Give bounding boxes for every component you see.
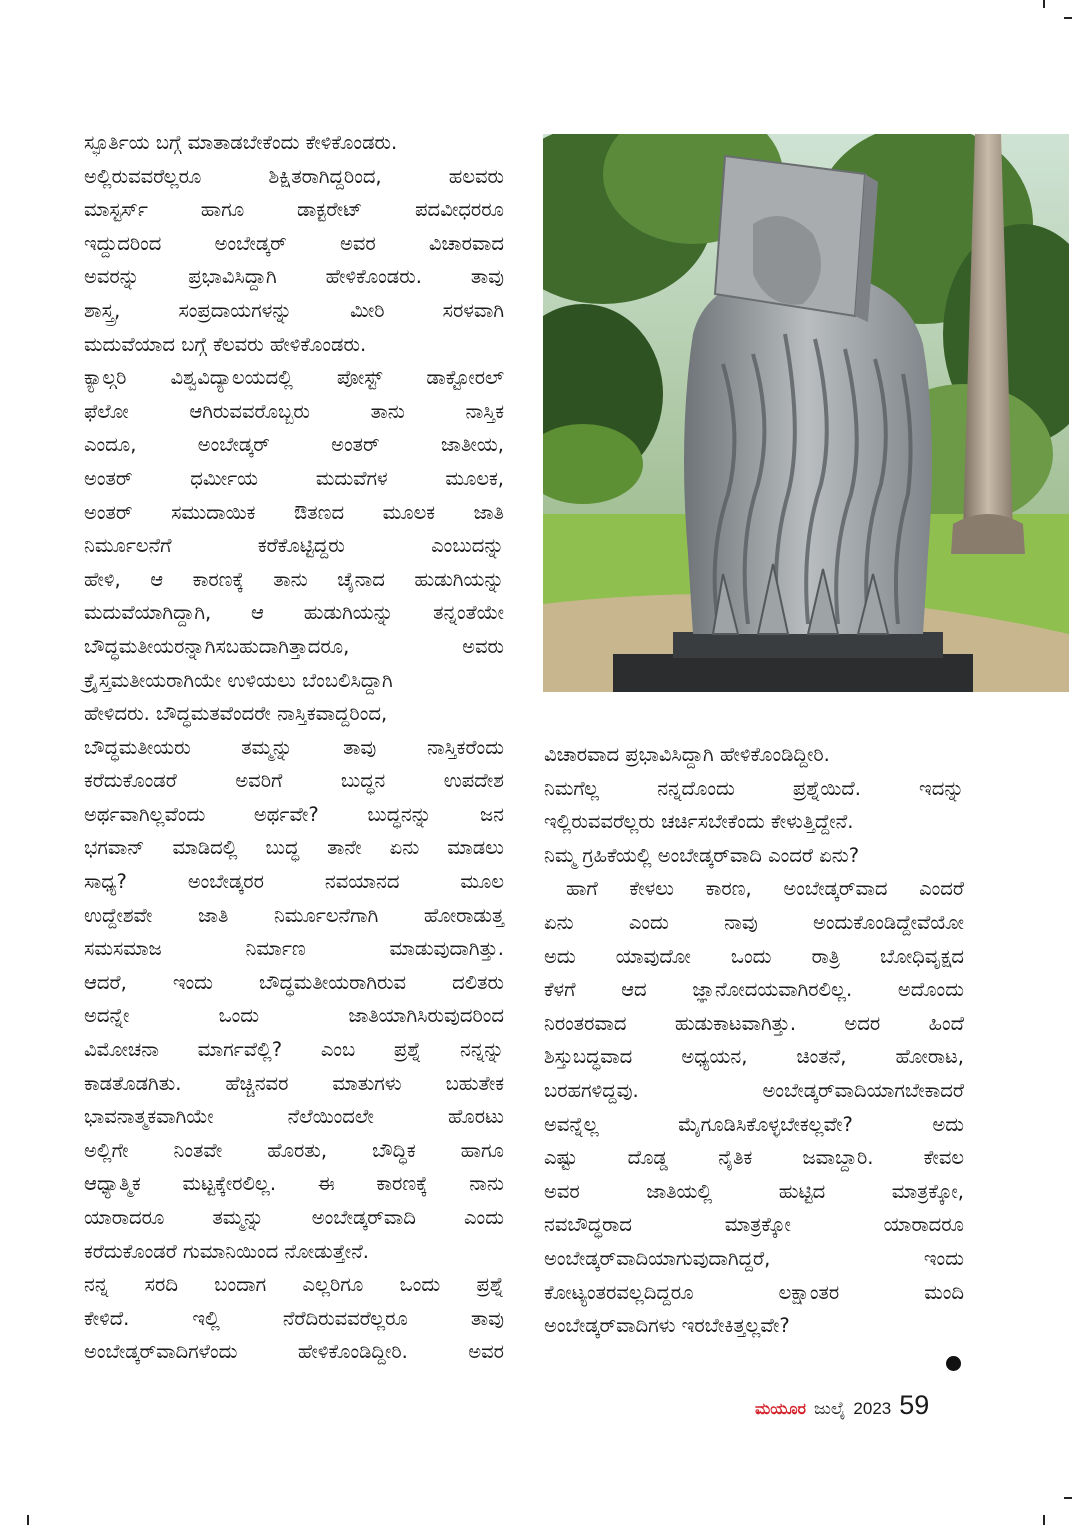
page-footer: [755, 1390, 929, 1430]
text-line: ಅಂತರ್ ಧರ್ಮೀಯ ಮದುವೆಗಳ ಮೂಲಕ,: [84, 466, 504, 490]
text-line: ನವಬೌದ್ಧರಾದ ಮಾತ್ರಕ್ಕೋ ಯಾರಾದರೂ: [544, 1213, 964, 1237]
crop-mark-bottom-right-h: [1064, 1497, 1072, 1499]
text-line: ಹಾಗೆ ಕೇಳಲು ಕಾರಣ, ಅಂಬೇಡ್ಕರ್‌ವಾದ ಎಂದರೆ: [566, 877, 964, 901]
text-line: ಬೌದ್ಧಮತೀಯರು ತಮ್ಮನ್ನು ತಾವು ನಾಸ್ತಿಕರೆಂದು: [84, 735, 504, 759]
text-line: ಭಗವಾನ್ ಮಾಡಿದಲ್ಲಿ ಬುದ್ಧ ತಾನೇ ಏನು ಮಾಡಲು: [84, 836, 504, 860]
text-line: ಅದು ಯಾವುದೋ ಒಂದು ರಾತ್ರಿ ಬೋಧಿವೃಕ್ಷದ: [544, 944, 964, 968]
right-text-column: [544, 738, 964, 1343]
crop-mark-top-right: [1043, 0, 1045, 8]
text-line: ನನ್ನ ಸರದಿ ಬಂದಾಗ ಎಲ್ಲರಿಗೂ ಒಂದು ಪ್ರಶ್ನೆ: [84, 1273, 504, 1297]
issue-month: ಜುಲೈ: [814, 1399, 846, 1419]
end-of-article-mark: [946, 1356, 961, 1371]
text-line: ಕ್ರೈಸ್ತಮತೀಯರಾಗಿಯೇ ಉಳಿಯಲು ಬೆಂಬಲಿಸಿದ್ದಾಗಿ: [84, 668, 393, 692]
issue-year: 2023: [853, 1399, 892, 1418]
crop-mark-bottom-right: [1043, 1515, 1045, 1525]
crop-mark-top-right-h: [1064, 17, 1072, 19]
text-line: ಕೋಟ್ಯಂತರವಲ್ಲದಿದ್ದರೂ ಲಕ್ಷಾಂತರ ಮಂದಿ: [544, 1280, 964, 1304]
text-line: ಮದುವೆಯಾದ ಬಗ್ಗೆ ಕೆಲವರು ಹೇಳಿಕೊಂಡರು.: [84, 332, 367, 356]
text-line: ಇಲ್ಲಿರುವವರೆಲ್ಲರು ಚರ್ಚಿಸಬೇಕೆಂದು ಕೇಳುತ್ತಿದ್ದೇನೆ.: [544, 810, 854, 834]
text-line: ಕರೆದುಕೊಂಡರೆ ಗುಮಾನಿಯಿಂದ ನೋಡುತ್ತೇನೆ.: [84, 1239, 369, 1263]
text-line: ಸಮಸಮಾಜ ನಿರ್ಮಾಣ ಮಾಡುವುದಾಗಿತ್ತು.: [84, 937, 504, 961]
text-line: ಕೆಳಗೆ ಆದ ಜ್ಞಾನೋದಯವಾಗಿರಲಿಲ್ಲ. ಅದೊಂದು: [544, 978, 964, 1002]
text-line: ಅರ್ಥವಾಗಿಲ್ಲವೆಂದು ಅರ್ಥವೇ? ಬುದ್ಧನನ್ನು ಜನ: [84, 802, 504, 826]
sculpture-photo: [543, 134, 1069, 692]
text-line: ಮಾಸ್ಟರ್ಸ್ ಹಾಗೂ ಡಾಕ್ಟರೇಟ್ ಪದವೀಧರರೂ: [84, 198, 504, 222]
text-line: ವಿಚಾರವಾದ ಪ್ರಭಾವಿಸಿದ್ದಾಗಿ ಹೇಳಿಕೊಂಡಿದ್ದೀರಿ.: [544, 743, 830, 766]
text-line: ಫೆಲೋ ಆಗಿರುವವರೊಬ್ಬರು ತಾನು ನಾಸ್ತಿಕ: [84, 399, 504, 423]
text-line: ಕಾಡತೊಡಗಿತು. ಹೆಚ್ಚಿನವರ ಮಾತುಗಳು ಬಹುತೇಕ: [84, 1071, 504, 1095]
text-line: ಶಾಸ್ತ್ರ, ಸಂಪ್ರದಾಯಗಳನ್ನು ಮೀರಿ ಸರಳವಾಗಿ: [84, 298, 504, 322]
text-line: ನಿರ್ಮೂಲನೆಗೆ ಕರೆಕೊಟ್ಟಿದ್ದರು ಎಂಬುದನ್ನು: [84, 534, 504, 558]
text-line: ಬೌದ್ಧಮತೀಯರನ್ನಾಗಿಸಬಹುದಾಗಿತ್ತಾದರೂ, ಅವರು: [84, 634, 504, 658]
page-number: 59: [899, 1390, 930, 1420]
text-line: ಸಾಧ್ಯ? ಅಂಬೇಡ್ಕರರ ನವಯಾನದ ಮೂಲ: [84, 870, 504, 894]
text-line: ಅವರನ್ನು ಪ್ರಭಾವಿಸಿದ್ದಾಗಿ ಹೇಳಿಕೊಂಡರು. ತಾವು: [84, 265, 504, 289]
text-line: ಕ್ಯಾಲ್ಗರಿ ವಿಶ್ವವಿದ್ಯಾಲಯದಲ್ಲಿ ಪೋಸ್ಟ್ ಡಾಕ್ಟೋರಲ್: [84, 366, 504, 390]
text-line: ನಿರಂತರವಾದ ಹುಡುಕಾಟವಾಗಿತ್ತು. ಅದರ ಹಿಂದೆ: [544, 1011, 964, 1035]
text-line: ಅಂಬೇಡ್ಕರ್‌ವಾದಿಗಳು ಇರಬೇಕಿತ್ತಲ್ಲವೇ?: [544, 1314, 790, 1338]
text-line: ಯಾರಾದರೂ ತಮ್ಮನ್ನು ಅಂಬೇಡ್ಕರ್‌ವಾದಿ ಎಂದು: [84, 1206, 504, 1229]
text-line: ನಿಮಗೆಲ್ಲ ನನ್ನದೊಂದು ಪ್ರಶ್ನೆಯಿದೆ. ಇದನ್ನು: [544, 776, 964, 800]
sculpture-photo-illustration: [543, 134, 1069, 692]
text-line: ಇದ್ದುದರಿಂದ ಅಂಬೇಡ್ಕರ್ ಅವರ ವಿಚಾರವಾದ: [84, 231, 504, 255]
text-line: ಅವರ ಜಾತಿಯಲ್ಲಿ ಹುಟ್ಟಿದ ಮಾತ್ರಕ್ಕೋ,: [544, 1179, 964, 1203]
text-line: ಉದ್ದೇಶವೇ ಜಾತಿ ನಿರ್ಮೂಲನೆಗಾಗಿ ಹೋರಾಡುತ್ತ: [84, 903, 504, 927]
text-line: ಅಲ್ಲಿಗೇ ನಿಂತವೇ ಹೊರತು, ಬೌದ್ಧಿಕ ಹಾಗೂ: [84, 1138, 504, 1162]
text-line: ಮದುವೆಯಾಗಿದ್ದಾಗಿ, ಆ ಹುಡುಗಿಯನ್ನು ತನ್ನಂತೆಯೇ: [84, 601, 504, 625]
text-line: ಅಲ್ಲಿರುವವರೆಲ್ಲರೂ ಶಿಕ್ಷಿತರಾಗಿದ್ದರಿಂದ, ಹಲವರು: [84, 164, 504, 188]
text-line: ಕೇಳಿದೆ. ಇಲ್ಲಿ ನೆರೆದಿರುವವರೆಲ್ಲರೂ ತಾವು: [84, 1306, 504, 1330]
crop-mark-bottom-left: [27, 1515, 29, 1525]
text-line: ಹೇಳಿ, ಆ ಕಾರಣಕ್ಕೆ ತಾನು ಚೈನಾದ ಹುಡುಗಿಯನ್ನು: [84, 567, 504, 591]
text-line: ಸ್ಫೂರ್ತಿಯ ಬಗ್ಗೆ ಮಾತಾಡಬೇಕೆಂದು ಕೇಳಿಕೊಂಡರು.: [84, 131, 398, 154]
text-line: ಬರಹಗಳಿದ್ದವು. ಅಂಬೇಡ್ಕರ್‌ವಾದಿಯಾಗಬೇಕಾದರೆ: [544, 1078, 964, 1102]
text-line: ಭಾವನಾತ್ಮಕವಾಗಿಯೇ ನೆಲೆಯಿಂದಲೇ ಹೊರಟು: [84, 1105, 504, 1129]
magazine-name: ಮಯೂರ: [755, 1399, 807, 1418]
text-line: ಅಂತರ್ ಸಮುದಾಯಿಕ ಔತಣದ ಮೂಲಕ ಜಾತಿ: [84, 500, 504, 524]
text-line: ನಿಮ್ಮ ಗ್ರಹಿಕೆಯಲ್ಲಿ ಅಂಬೇಡ್ಕರ್‌ವಾದಿ ಎಂದರೆ ಏನು?: [544, 843, 860, 867]
text-line: ಆದರೆ, ಇಂದು ಬೌದ್ಧಮತೀಯರಾಗಿರುವ ದಲಿತರು: [84, 970, 504, 994]
text-line: ವಿಮೋಚನಾ ಮಾರ್ಗವೆಲ್ಲಿ? ಎಂಬ ಪ್ರಶ್ನೆ ನನ್ನನ್ನು: [84, 1038, 504, 1062]
text-line: ಅಂಬೇಡ್ಕರ್‌ವಾದಿಗಳೆಂದು ಹೇಳಿಕೊಂಡಿದ್ದೀರಿ. ಅವರ: [84, 1340, 504, 1364]
text-line: ಆಧ್ಯಾತ್ಮಿಕ ಮಟ್ಟಕ್ಕೇರಲಿಲ್ಲ. ಈ ಕಾರಣಕ್ಕೆ ನಾನು: [84, 1172, 504, 1196]
text-line: ಕರೆದುಕೊಂಡರೆ ಅವರಿಗೆ ಬುದ್ಧನ ಉಪದೇಶ: [84, 769, 504, 793]
text-line: ಎಷ್ಟು ದೊಡ್ಡ ನೈತಿಕ ಜವಾಬ್ದಾರಿ. ಕೇವಲ: [544, 1146, 964, 1170]
text-line: ಅವನ್ನೆಲ್ಲ ಮೈಗೂಡಿಸಿಕೊಳ್ಳಬೇಕಲ್ಲವೇ? ಅದು: [544, 1112, 964, 1136]
text-line: ಏನು ಎಂದು ನಾವು ಅಂದುಕೊಂಡಿದ್ದೇವೆಯೋ: [544, 910, 964, 934]
text-line: ಅದನ್ನೇ ಒಂದು ಜಾತಿಯಾಗಿಸಿರುವುದರಿಂದ: [84, 1004, 504, 1028]
text-line: ಅಂಬೇಡ್ಕರ್‌ವಾದಿಯಾಗುವುದಾಗಿದ್ದರೆ, ಇಂದು: [544, 1246, 964, 1270]
text-line: ಎಂದೂ, ಅಂಬೇಡ್ಕರ್ ಅಂತರ್ ಜಾತೀಯ,: [84, 433, 504, 457]
text-line: ಹೇಳಿದರು. ಬೌದ್ಧಮತವೆಂದರೇ ನಾಸ್ತಿಕವಾದ್ದರಿಂದ,: [84, 702, 388, 726]
text-line: ಶಿಸ್ತುಬದ್ಧವಾದ ಅಧ್ಯಯನ, ಚಿಂತನೆ, ಹೋರಾಟ,: [544, 1045, 964, 1069]
left-text-column: [84, 126, 504, 1369]
